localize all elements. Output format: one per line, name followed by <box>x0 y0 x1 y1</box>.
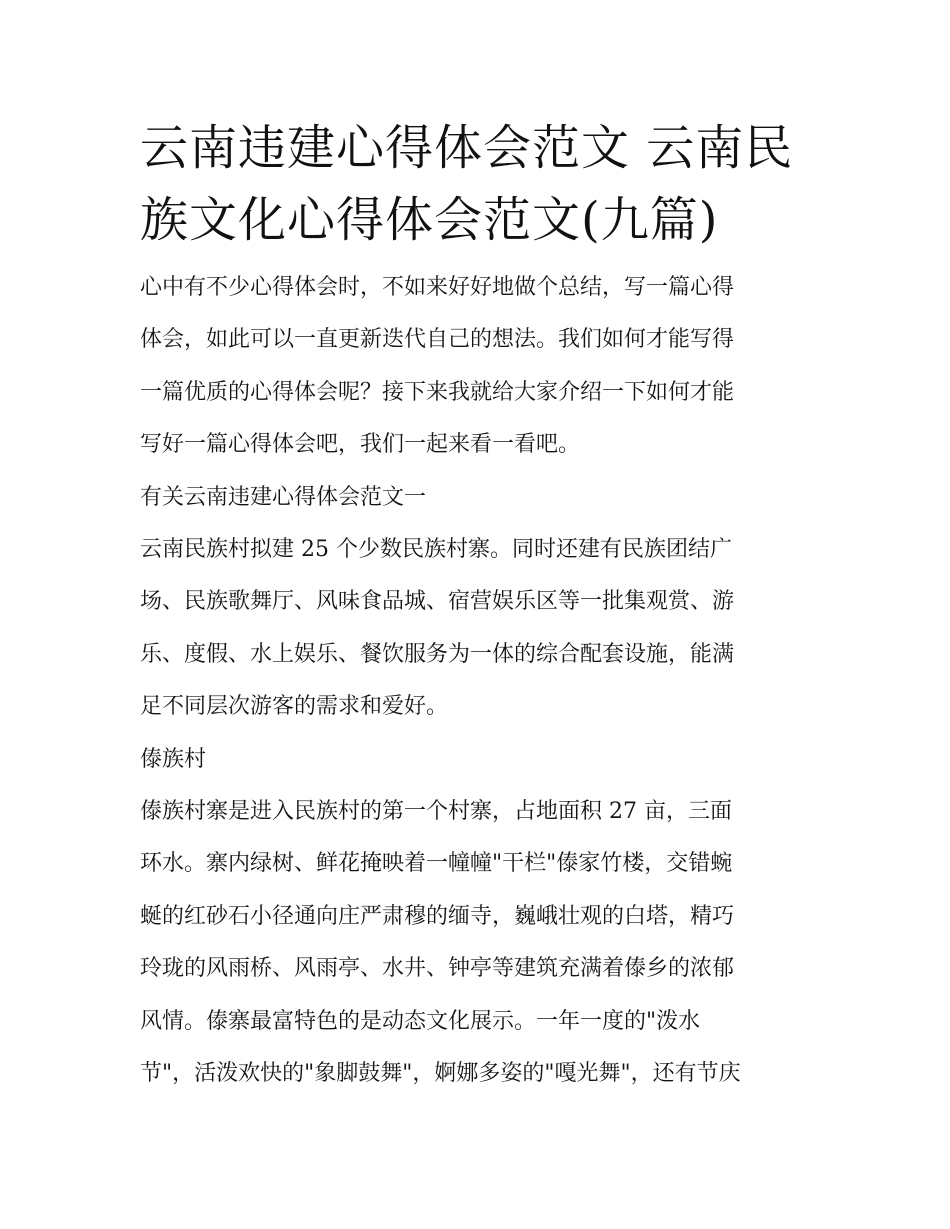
section-heading <box>140 472 812 524</box>
title-line: 云南违建心得体会范文 云南民 <box>140 120 794 176</box>
intro-paragraph <box>140 262 812 472</box>
section-paragraph <box>140 524 812 734</box>
paragraph-line: 风情。傣寨最富特色的是动态文化展示。一年一度的"泼水 <box>140 1008 701 1034</box>
paragraph-line: 体会，如此可以一直更新迭代自己的想法。我们如何才能写得 <box>140 327 735 353</box>
paragraph-line: 一篇优质的心得体会呢？接下来我就给大家介绍一下如何才能 <box>140 379 735 405</box>
paragraph-line: 足不同层次游客的需求和爱好。 <box>140 694 449 720</box>
paragraph-line: 节"，活泼欢快的"象脚鼓舞"，婀娜多姿的"嘎光舞"，还有节庆 <box>140 1061 741 1087</box>
village-paragraph <box>140 786 812 1100</box>
document-title <box>140 112 812 256</box>
paragraph-line: 玲珑的风雨桥、风雨亭、水井、钟亭等建筑充满着傣乡的浓郁 <box>140 956 735 982</box>
paragraph-line: 写好一篇心得体会吧，我们一起来看一看吧。 <box>140 432 581 458</box>
document-page <box>140 112 812 1101</box>
paragraph-line: 蜒的红砂石小径通向庄严肃穆的缅寺，巍峨壮观的白塔，精巧 <box>140 903 735 929</box>
paragraph-line: 乐、度假、水上娱乐、餐饮服务为一体的综合配套设施，能满 <box>140 641 735 667</box>
subheading-text: 傣族村 <box>140 746 207 772</box>
section-heading-text: 有关云南违建心得体会范文一 <box>140 484 427 510</box>
subheading <box>140 734 812 786</box>
paragraph-line: 傣族村寨是进入民族村的第一个村寨，占地面积 27 亩，三面 <box>140 799 732 825</box>
title-line: 族文化心得体会范文(九篇) <box>140 192 719 248</box>
paragraph-line: 云南民族村拟建 25 个少数民族村寨。同时还建有民族团结广 <box>140 537 732 563</box>
paragraph-line: 场、民族歌舞厅、风味食品城、宿营娱乐区等一批集观赏、游 <box>140 589 735 615</box>
paragraph-line: 环水。寨内绿树、鲜花掩映着一幢幢"干栏"傣家竹楼，交错蜿 <box>140 851 733 877</box>
paragraph-line: 心中有不少心得体会时，不如来好好地做个总结，写一篇心得 <box>140 275 735 300</box>
